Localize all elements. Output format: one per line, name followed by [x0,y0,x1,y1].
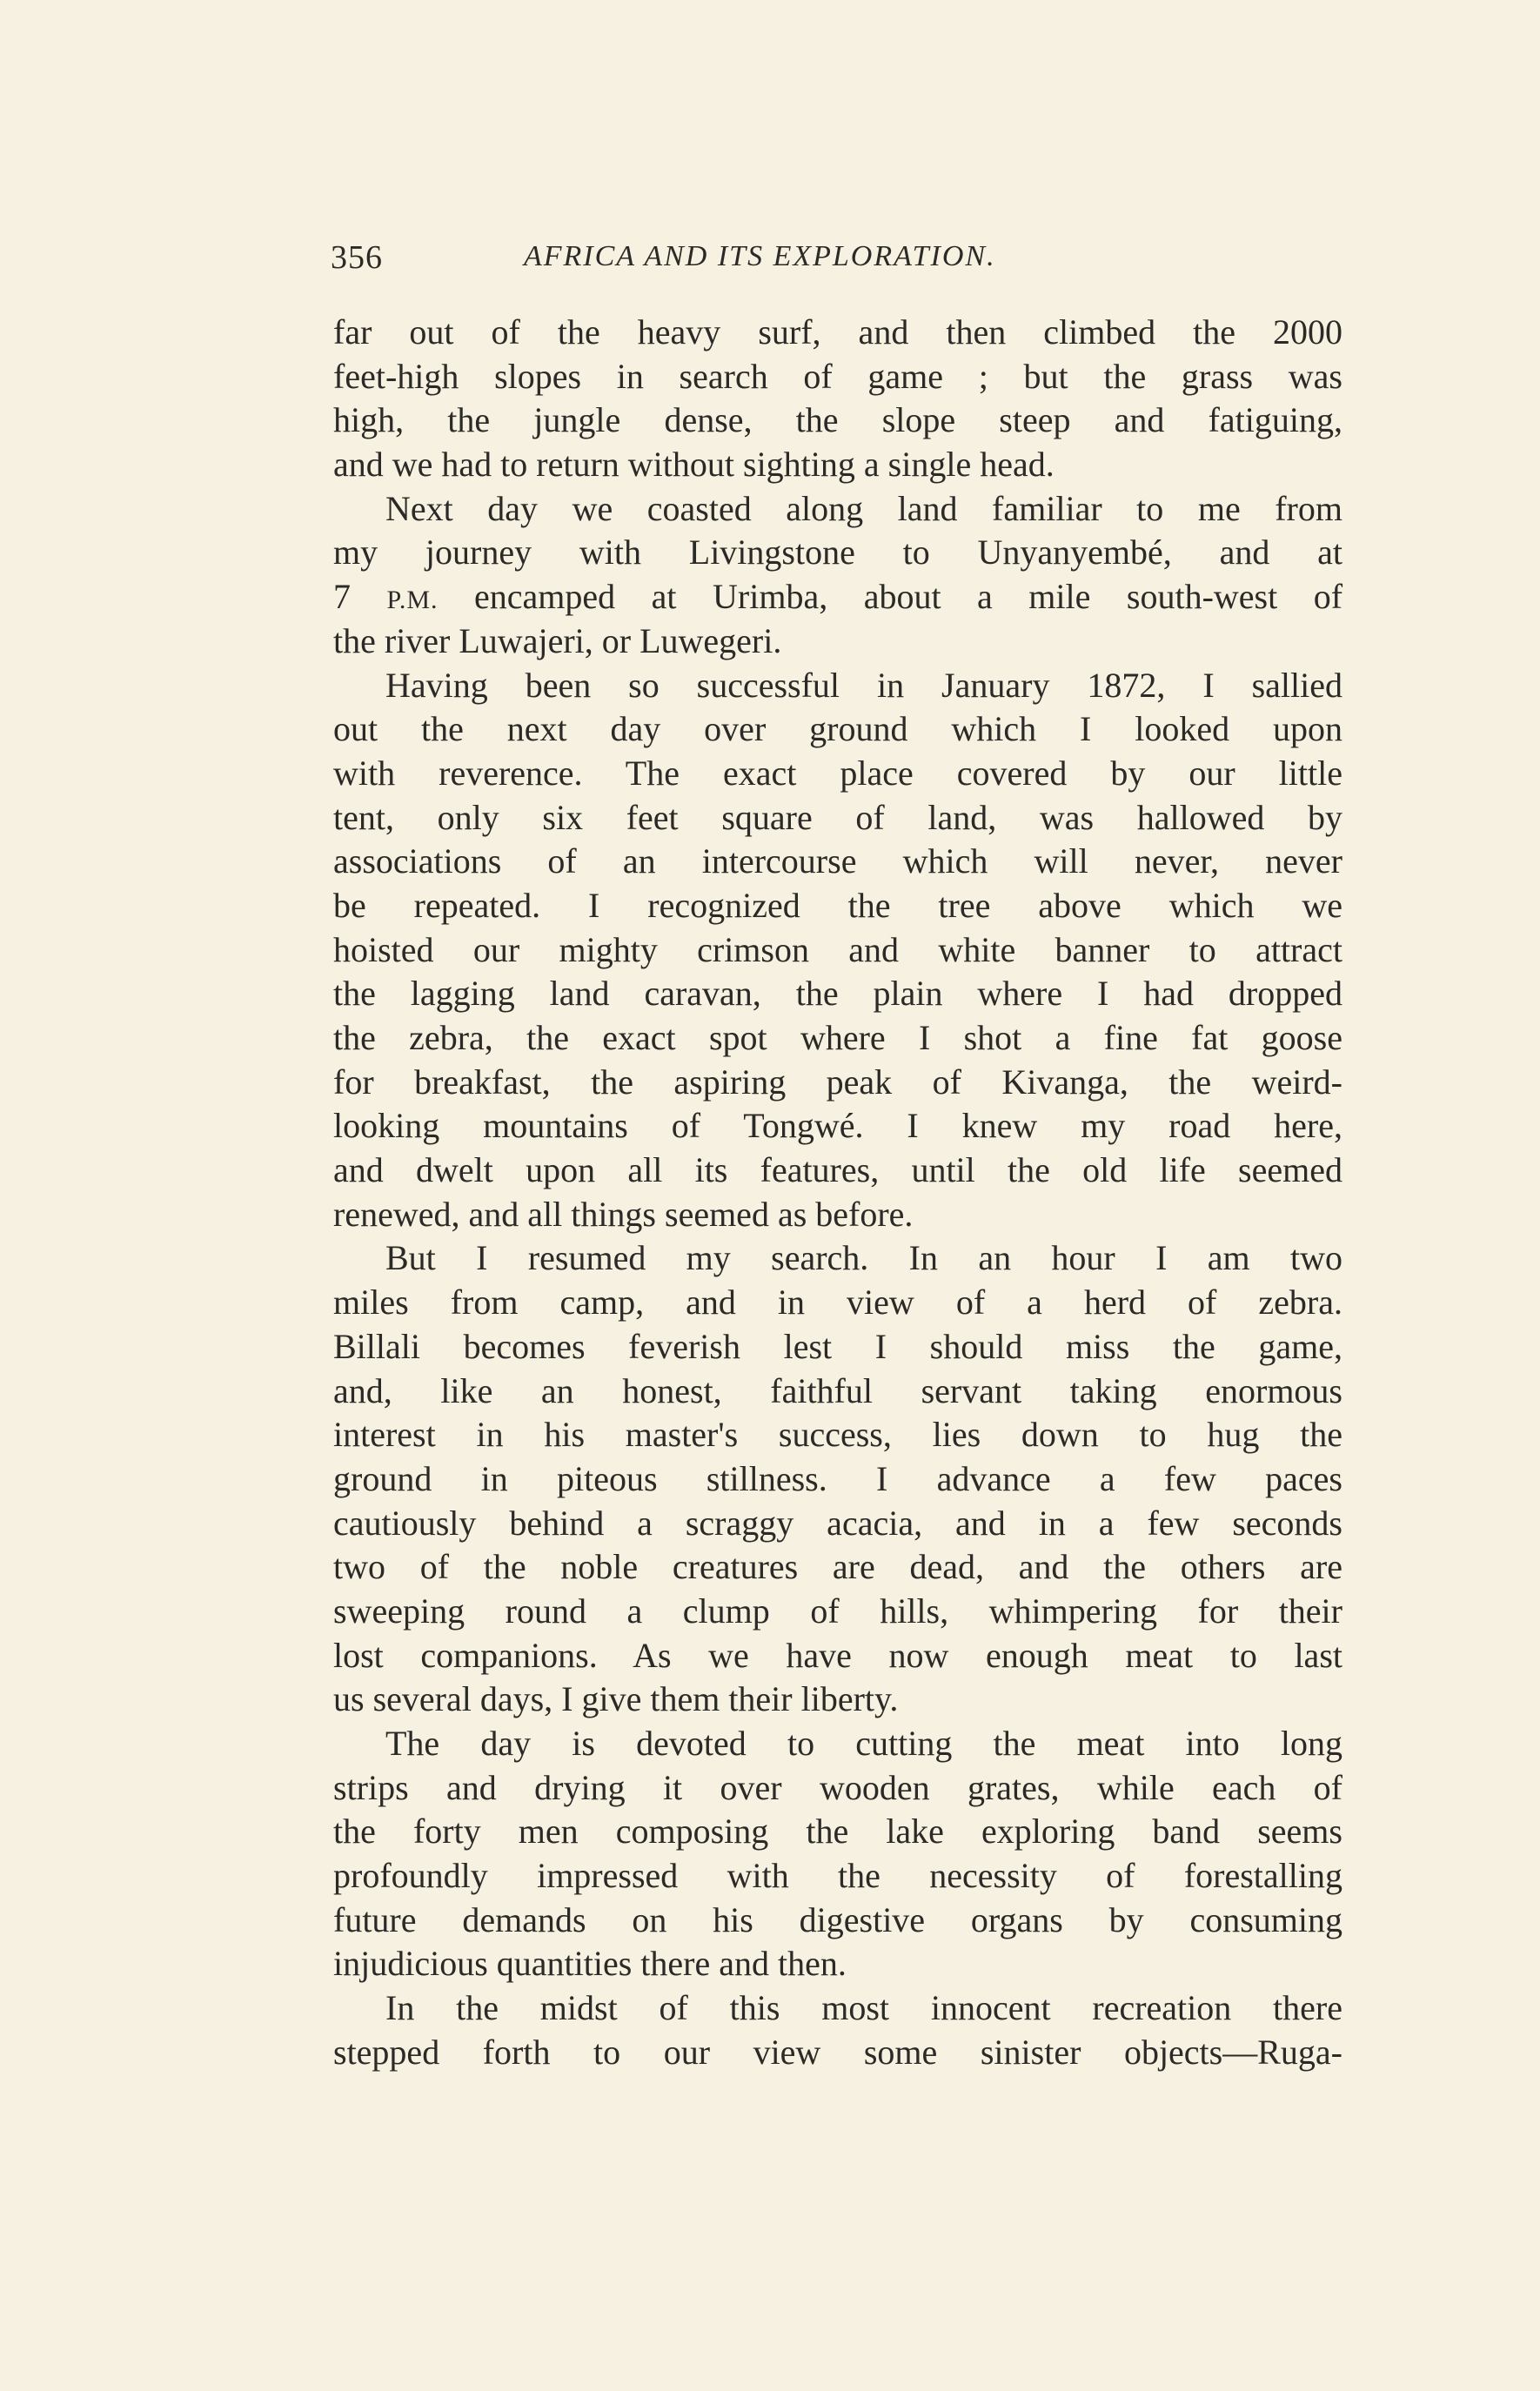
text-line [333,575,1342,620]
text-line: the lagging land caravan, the plain where I had dropped [333,974,1342,1014]
text-line: Next day we coasted along land familiar to me from [385,488,1342,528]
text-line: with reverence. The exact place covered by our little [333,753,1342,793]
page-number: 356 [331,239,383,276]
text-line: ground in piteous stillness. I advance a few paces [333,1458,1342,1498]
text-line: tent, only six feet square of land, was hallowed by [333,797,1342,837]
text-line: the river Luwajeri, or Luwegeri. [333,620,782,660]
time-number: 7 [333,577,351,617]
text-line: my journey with Livingstone to Unyanyembé, and at [333,532,1342,573]
time-abbreviation: P.M. [386,586,439,615]
text-line: far out of the heavy surf, and then climbed the 2000 [333,312,1342,352]
running-title: AFRICA AND ITS EXPLORATION. [524,240,996,272]
text-line: cautiously behind a scraggy acacia, and in a few seconds [333,1503,1342,1543]
text-line: strips and drying it over wooden grates, while each of [333,1767,1342,1807]
text-line: stepped forth to our view some sinister objects—Ruga- [333,2032,1342,2072]
text-line: interest in his master's success, lies down to hug the [333,1415,1342,1455]
text-line: profoundly impressed with the necessity of forestalling [333,1856,1342,1896]
text-line: future demands on his digestive organs by consuming [333,1899,1342,1939]
time-line-text: encamped at Urimba, about a mile south-west of [474,577,1343,617]
page-header [331,238,1201,291]
text-line: renewed, and all things seemed as before. [333,1194,914,1234]
text-line: the forty men composing the lake exploring band seems [333,1812,1342,1852]
text-line: lost companions. As we have now enough meat to last [333,1635,1342,1675]
text-line: miles from camp, and in view of a herd of zebra. [333,1283,1342,1323]
text-line: the zebra, the exact spot where I shot a fine fat goose [333,1018,1342,1057]
body-text [333,311,1342,2075]
text-line: associations of an intercourse which will never, never [333,841,1342,881]
text-line: hoisted our mighty crimson and white banner to attract [333,929,1342,969]
text-line: In the midst of this most innocent recreation there [385,1988,1342,2028]
text-line: two of the noble creatures are dead, and the others are [333,1547,1342,1587]
text-line: for breakfast, the aspiring peak of Kivanga, the weird- [333,1062,1342,1102]
text-line: feet-high slopes in search of game ; but the grass was [333,356,1342,396]
text-line: looking mountains of Tongwé. I knew my road here, [333,1106,1342,1146]
text-line: injudicious quantities there and then. [333,1944,847,1984]
text-line: But I resumed my search. In an hour I am two [385,1238,1342,1278]
text-line: and we had to return without sighting a single head. [333,445,1055,485]
text-line: us several days, I give them their liberty. [333,1679,899,1719]
text-line: out the next day over ground which I looked upon [333,709,1342,749]
text-line: and dwelt upon all its features, until the old life seemed [333,1150,1342,1190]
text-line: sweeping round a clump of hills, whimpering for their [333,1591,1342,1631]
text-line: Billali becomes feverish lest I should miss the game, [333,1326,1342,1366]
text-line: Having been so successful in January 1872, I sallied [385,665,1342,705]
text-line: be repeated. I recognized the tree above which we [333,885,1342,925]
text-line: The day is devoted to cutting the meat into long [385,1724,1342,1763]
text-line: and, like an honest, faithful servant taking enormous [333,1370,1342,1410]
text-line: high, the jungle dense, the slope steep and fatiguing, [333,400,1342,440]
